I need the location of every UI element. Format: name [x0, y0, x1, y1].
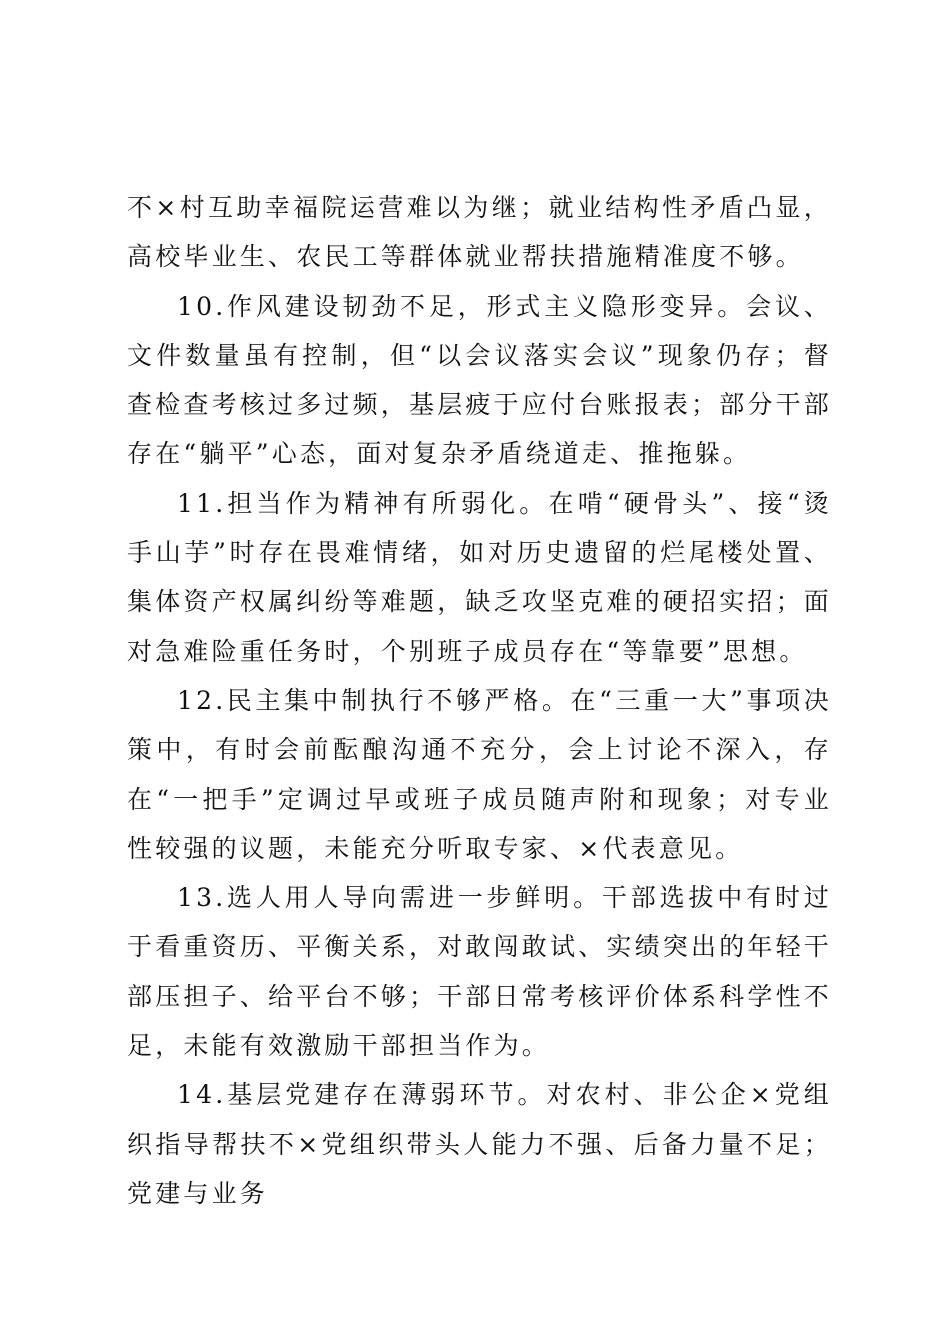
paragraph-item-14: 14.基层党建存在薄弱环节。对农村、非公企×党组织指导帮扶不×党组织带头人能力不强、后备力量不足；党建与业务: [127, 1080, 832, 1208]
body-text: [127, 183, 832, 1218]
paragraph-item-12: 12.民主集中制执行不够严格。在“三重一大”事项决策中，有时会前酝酿沟通不充分，会上讨论不深入，存在“一把手”定调过早或班子成员随声附和现象；对专业性较强的议题，未能充分听取专家、×代表意见。: [127, 685, 832, 863]
paragraph-item-11: 11.担当作为精神有所弱化。在啃“硬骨头”、接“烫手山芋”时存在畏难情绪，如对历史遗留的烂尾楼处置、集体资产权属纠纷等难题，缺乏攻坚克难的硬招实招；面对急难险重任务时，个别班子成员存在“等靠要”思想。: [127, 488, 833, 666]
paragraph-continuation: 不×村互助幸福院运营难以为继；就业结构性矛盾凸显，高校毕业生、农民工等群体就业帮扶措施精准度不够。: [127, 193, 832, 272]
paragraph-item-13: 13.选人用人导向需进一步鲜明。干部选拔中有时过于看重资历、平衡关系，对敢闯敢试、实绩突出的年轻干部压担子、给平台不够；干部日常考核评价体系科学性不足，未能有效激励干部担当作为。: [127, 883, 833, 1061]
paragraph-item-10: 10.作风建设韧劲不足，形式主义隐形变异。会议、文件数量虽有控制，但“以会议落实会议”现象仍存；督查检查考核过多过频，基层疲于应付台账报表；部分干部存在“躺平”心态，面对复杂矛盾绕道走、推拖躲。: [127, 291, 833, 469]
